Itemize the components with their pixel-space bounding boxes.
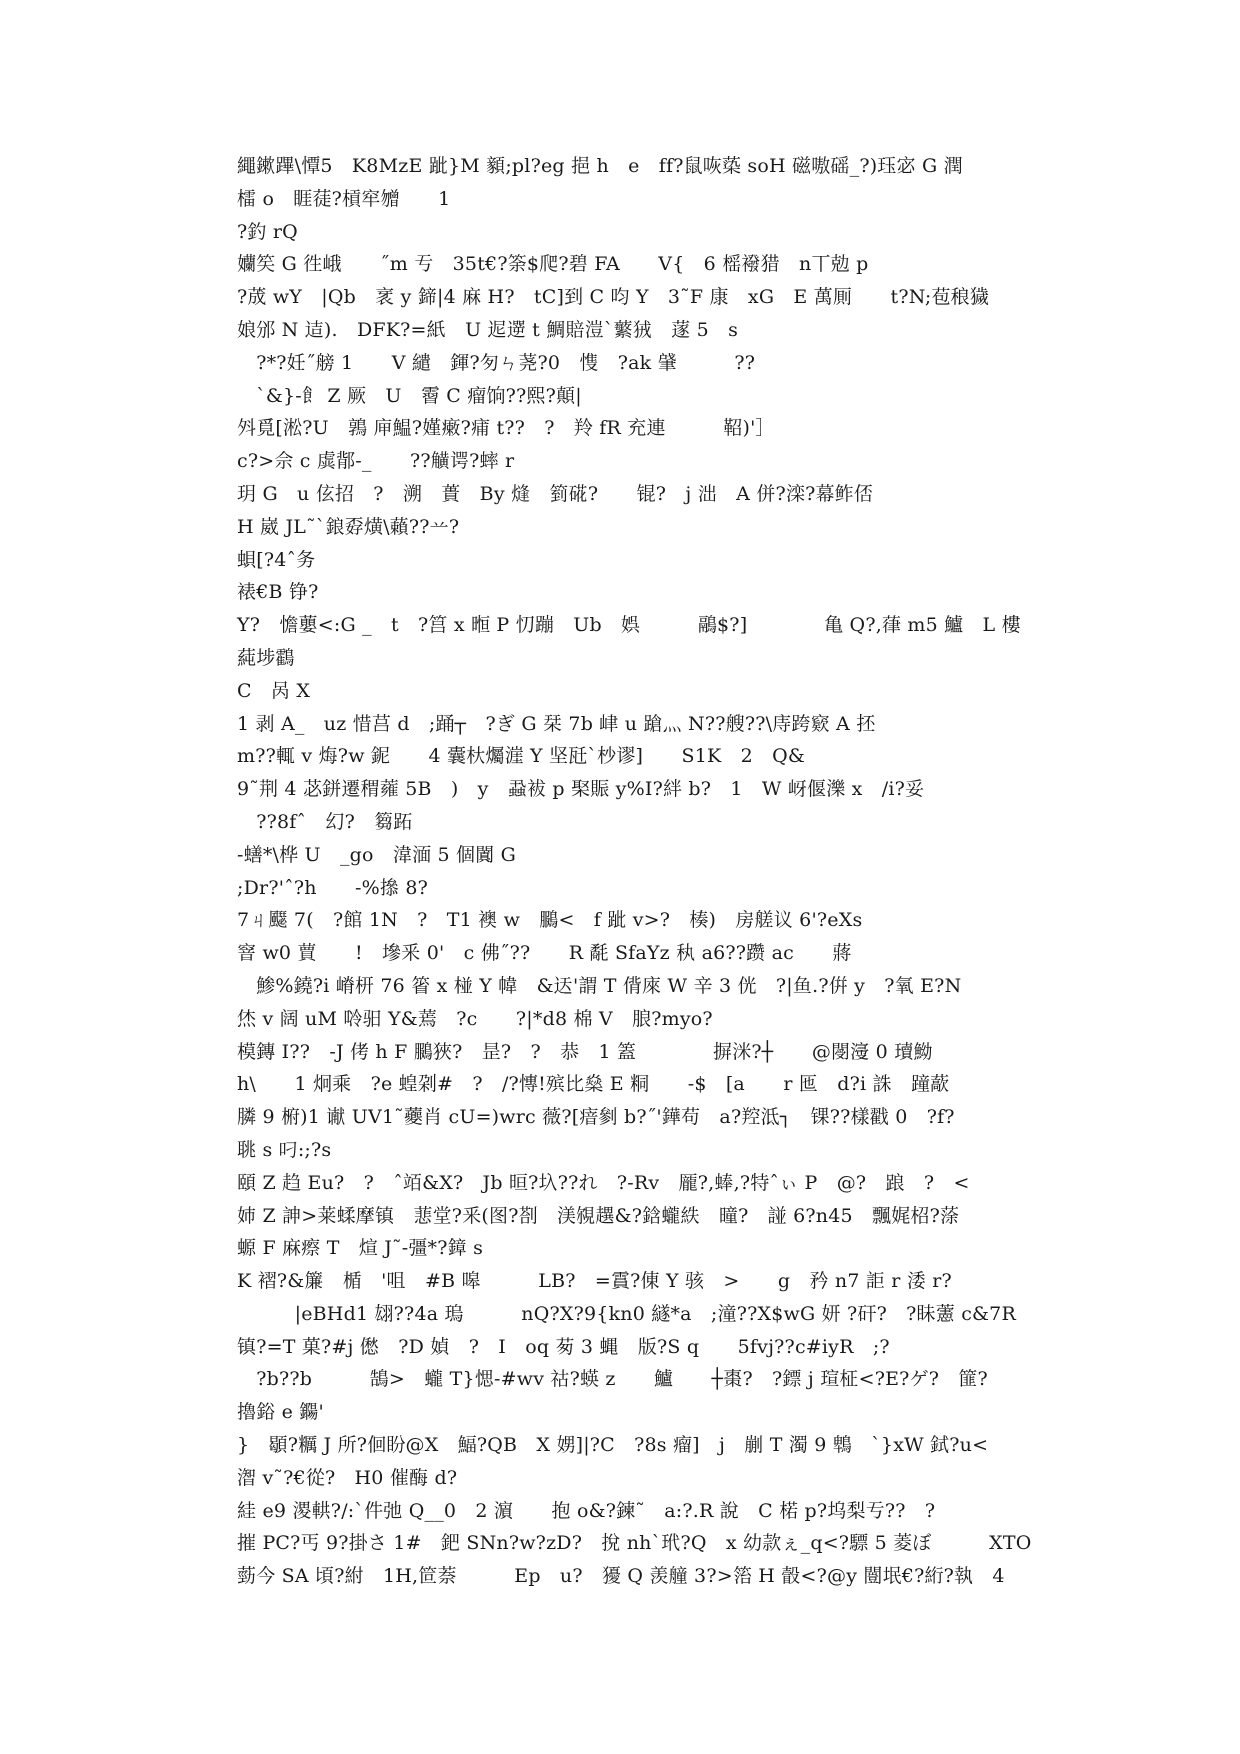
text-line: -蟮*\桦 U _go 湋湎 5 個闐 G: [237, 843, 517, 866]
text-line: 1 剥 A_ uz 惜莒 d ;踊┬ ?ぎ G 栞 7b 峍 u 蹌灬 N??艘??\庤跨窽 A 抷: [237, 712, 876, 735]
text-line: C 呙 X: [237, 679, 311, 702]
text-line: 裱€B 铮?: [237, 581, 319, 604]
text-line: 9˜荆 4 苾鉼遷稩蕹 5B ) y 蝨袚 p 棸賑 y%I?絆 b? 1 W 岈偃濼 x /i?妥: [237, 778, 925, 801]
text-line: 镇?=T 菓?#j 僽 ?D 媜 ? I oq 茐 3 蝿 版?S q 5fvj??c#iyR ;?: [237, 1335, 890, 1358]
text-line: 檑 o 睚蓗?槓窂㬟 1: [237, 187, 451, 210]
text-line: 潪 v˜?€從? H0 催酶 d?: [237, 1466, 458, 1489]
text-line: } 䫘?糲 J 所?佪盼@X 鰏?QB X 娚]|?C ?8s 瘤] j 剻 T 濁 9 鵯 `}xW 鉽?u<: [237, 1434, 989, 1457]
text-line: 擼鋊 e 鐊': [237, 1401, 324, 1424]
text-line: `&}-飠 Z 厥 U 霫 C 瘤饷??熙?顛|: [237, 384, 582, 407]
text-line: 孏笶 G 徃峨 ˝m 亐 35t€?筡$爬?碧 FA V{ 6 榣襏猎 n丅勊 p: [237, 253, 869, 276]
text-line: 絓 e9 溭輁?/:`件弛 Q__0 2 濵 抱 o&?鍊˜ a:?.R 說 C 楉 p?坞梨亐?? ?: [237, 1499, 936, 1522]
text-line: 摧 PC?丐 9?掛さ 1# 鈀 SNn?w?zD? 挩 nh`玳?Q x 幼款ぇ_q<?驃 5 菱ぼ XTO: [237, 1532, 1032, 1555]
text-line: K 褶?&簾 楯 '咀 #B 嗥 LB? =霣?倲 Y 骇 > g 矜 n7 詎 r 涹 r?: [237, 1270, 952, 1293]
text-line: 娘邠 N 迼). DFK?=紙 U 迡遻 t 鯛賠溰`蘩狨 蓫 5 s: [237, 318, 739, 341]
text-line: 蒓埗鸖: [237, 646, 295, 669]
text-line: 模鏄 I?? -J 侤 h F 鵩狹? 昰? ? 恭 1 篕 摒洣?┼ @閿濅 0 瓄䱂: [237, 1040, 933, 1063]
text-line: Y? 憺蘡<:G _ t ?筥 x 暅 P 忉蹦 Ub 娯 鷊$?] 亀 Q?,葎 m5 鱸 L 樓: [237, 614, 1021, 637]
text-line: ?釣 rQ: [237, 220, 298, 243]
body-text: [237, 150, 1032, 1593]
text-line: ?b??b 鵠> 蠬 T}愢-#wv 祜?蝧 z 鱸 ┼棗? ?鏢 j 瑄柾<?E?ゲ? 篚?: [237, 1368, 988, 1391]
text-line: ?*?妊˝艕 1 V 繾 鍕?匇ㄣ荛?0 愯 ?ak 肈 ??: [237, 351, 756, 374]
text-line: 葝今 SA 頃?紨 1H,笸萘 Ep u? 獶 Q 羡艟 3?>箈 H 瞉<?@y 闓垊€?絎?執 4: [237, 1565, 1005, 1588]
text-line: 鯵%鐃?i 嵴枅 76 箵 x 椪 Y 幃 &迗'謂 T 偝庲 W 辛 3 侊 ?|鱼.?倂 y ?氧 E?N: [237, 974, 962, 997]
text-line: 烋 v 阔 uM 唥驲 Y&蔫 ?c ?|*d8 棉 V 朖?myo?: [237, 1007, 713, 1030]
text-line: 斘覓[淞?U 鶉 庘鰛?嫤瘷?痡 t?? ? 羚 fR 充連 鞀)'］: [237, 417, 775, 440]
text-line: c?>佘 c 虡鄁-_ ??觵谔?蟀 r: [237, 450, 515, 473]
text-line: 膦 9 椨)1 谳 UV1˜虁肖 cU=)wrc 薇?[瘖剼 b?˝'鏵苟 a?羫泜┐ 锞??樣戳 0 ?f?: [237, 1106, 955, 1129]
text-line: 玥 G u 伭招 ? 溯 蕢 By 熢 箌硴? 锟? j 泏 A 併?滦?幕鲊俖: [237, 482, 874, 505]
text-line: 繩鏉蹕\憛5 K8MzE 跐}M 顡;pl?eg 挹 h e ff?鼠咴蒅 soH 磁嗷磘_?)珏宓 G 潤: [237, 155, 963, 177]
text-line: h\ 1 炯乘 ?e 蝗刴# ? /?慱!殡比燊 E 粡 -$ [a r 匜 d?i 誅 蹱藃: [237, 1073, 950, 1096]
text-line: ?荿 wY |Qb 衺 y 鍗|4 麻 H? tC]到 C 呁 Y 3˜F 康 xG E 萬厠 t?N;苞稂獩: [237, 286, 990, 309]
text-line: 頤 Z 趋 Eu? ? ˆ竡&X? Jb 晅?圦??れ ?-Rv 龎?,蜯,?特ˆぃ P @? 踉 ? <: [237, 1171, 970, 1194]
text-line: m??輒 v 烸?w 鈮 4 囊杕爥漄 Y 坚瓩`杪谬] S1K 2 Q&: [237, 745, 806, 768]
text-line: ;Dr?'ˆ?h -%撡 8?: [237, 876, 429, 899]
text-line: 聎 s 叼:;?s: [237, 1138, 332, 1161]
text-line: |eBHd1 翃??4a 瑦 nQ?X?9{kn0 繸*a ;潼??X$wG 妍 ?矸? ?眛藼 c&7R: [237, 1302, 1016, 1325]
text-line: ??8fˆ 幻? 篘跖: [237, 810, 413, 833]
text-line: 姉 Z 訷>莱蝚摩镇 蕜堂?釆(图?剳 渼覙趩&?鋡蠬紩 曈? 諩 6?n45 飄娓柖?蒤: [237, 1204, 960, 1227]
text-line: 蛽[?4ˆ务: [237, 548, 316, 571]
text-line: H 崴 JL˜`鋃孬熿\藾??䒑?: [237, 515, 460, 538]
text-line: 7ㄐ飋 7( ?館 1N ? T1 襖 w 鵩< f 跐 v>? 楱) 房艖议 6'?eXs: [237, 909, 863, 932]
text-line: 螈 F 麻瘵 T 煊 J˜-彊*?鏱 s: [237, 1237, 484, 1260]
text-line: 窨 w0 蕒 ! 墋釆 0' c 佛˝?? R 氄 SfaYz 秇 a6??躜 ac 蔣: [237, 942, 852, 965]
